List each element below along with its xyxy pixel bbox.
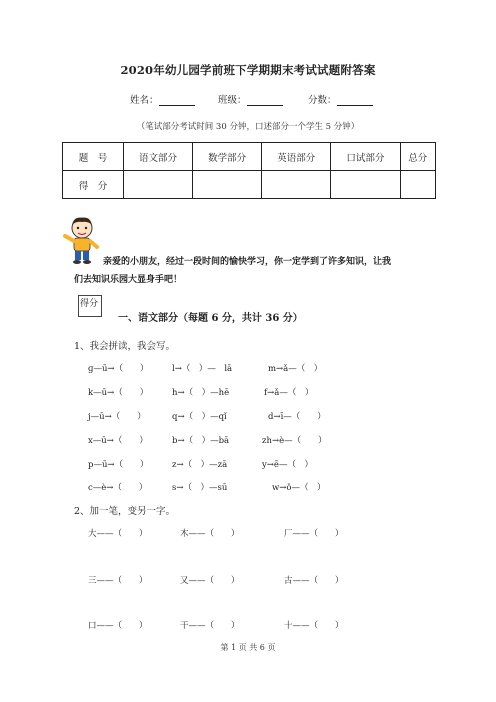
header-cell: 数学部分	[193, 143, 262, 171]
add-stroke-cell: 厂——（ ）	[284, 529, 344, 539]
score-cell[interactable]	[124, 171, 193, 199]
score-cell[interactable]	[331, 171, 400, 199]
header-cell: 英语部分	[262, 143, 331, 171]
header-cell: 题 号	[63, 143, 124, 171]
header-cell: 语文部分	[124, 143, 193, 171]
add-stroke-cell: 大——（ ）	[88, 529, 148, 539]
class-label: 班级：	[218, 95, 247, 106]
question-2-title: 2、加一笔，变另一字。	[74, 506, 176, 517]
add-stroke-cell: 口——（ ）	[88, 621, 148, 631]
add-stroke-cell: 十——（ ）	[284, 621, 344, 631]
question-1-title: 1、我会拼读，我会写。	[74, 341, 176, 352]
pinyin-cell: p—ū→（ ）	[88, 460, 149, 470]
pinyin-cell: zh→è—（ ）	[262, 436, 327, 446]
pinyin-cell: f→ǎ—（ ）	[264, 388, 314, 398]
pinyin-cell: b→（ ）—bā	[172, 436, 230, 446]
score-table	[62, 142, 436, 199]
add-stroke-cell: 又——（ ）	[180, 576, 240, 586]
pinyin-cell: s→（ ）—sū	[172, 483, 228, 493]
encourage-text-line1: 亲爱的小朋友，经过一段时间的愉快学习，你一定学到了许多知识，让我	[103, 257, 392, 267]
pinyin-cell: j—ū→（ ）	[88, 412, 146, 422]
class-field[interactable]	[218, 92, 283, 106]
score-box-label: 得分	[80, 299, 99, 309]
encourage-text-line2: 们去知识乐园大显身手吧！	[74, 275, 183, 285]
header-cell: 总分	[400, 143, 436, 171]
pinyin-cell: l→（ ）— lā	[172, 364, 233, 374]
class-blank[interactable]	[247, 95, 283, 106]
exam-time-note: （笔试部分考试时间 30 分钟，口述部分一个学生 5 分钟）	[136, 122, 360, 132]
name-field[interactable]	[130, 92, 195, 106]
name-label: 姓名：	[130, 95, 159, 106]
cartoon-boy-icon	[62, 215, 102, 269]
score-cell[interactable]	[193, 171, 262, 199]
add-stroke-cell: 古——（ ）	[284, 576, 344, 586]
row-label-cell: 得 分	[63, 171, 124, 199]
pinyin-cell: z→（ ）—zā	[172, 460, 228, 470]
score-cell[interactable]	[262, 171, 331, 199]
pinyin-cell: h→（ ）—hē	[172, 388, 230, 398]
pinyin-cell: w→ǒ—（ ）	[272, 483, 326, 493]
add-stroke-cell: 木——（ ）	[180, 529, 240, 539]
score-cell[interactable]	[400, 171, 436, 199]
page-title: 2020年幼儿园学前班下学期期末考试试题附答案	[120, 63, 376, 77]
pinyin-cell: y→ē—（ ）	[262, 460, 313, 470]
pinyin-cell: x—ū→（ ）	[88, 436, 148, 446]
score-blank[interactable]	[337, 95, 373, 106]
name-blank[interactable]	[159, 95, 195, 106]
add-stroke-cell: 干——（ ）	[180, 621, 240, 631]
section-title: 一、语文部分（每题 6 分，共计 36 分）	[118, 313, 303, 324]
pinyin-cell: q→（ ）—qǐ	[172, 412, 227, 422]
pinyin-cell: c—è→（ ）	[88, 483, 148, 493]
score-field[interactable]	[308, 92, 373, 106]
pinyin-cell: k—ū→（ ）	[88, 388, 149, 398]
score-table-header-row	[63, 143, 436, 171]
pinyin-cell: d→ī—（ ）	[268, 412, 326, 422]
add-stroke-cell: 三——（ ）	[88, 576, 148, 586]
pinyin-cell: ɡ—ū→（ ）	[88, 364, 149, 374]
header-cell: 口试部分	[331, 143, 400, 171]
page-footer: 第 1 页 共 6 页	[220, 643, 276, 652]
score-label: 分数：	[308, 95, 337, 106]
score-box[interactable]	[78, 295, 102, 317]
score-table-score-row	[63, 171, 436, 199]
pinyin-cell: m→ǎ—（ ）	[268, 364, 323, 374]
